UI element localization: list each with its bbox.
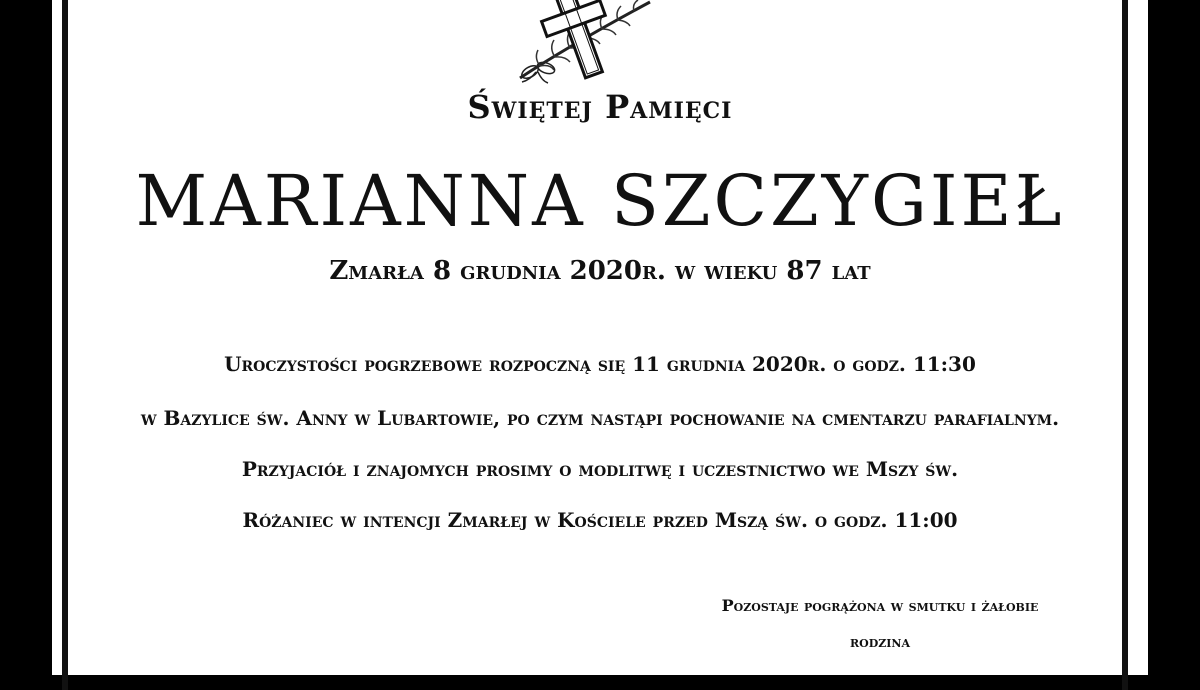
deceased-name: MARIANNA SZCZYGIEŁ [135,160,1065,242]
cross-with-palm-branch-icon [500,0,700,85]
death-date-line: Zmarła 8 grudnia 2020r. w wieku 87 lat [329,256,871,286]
funeral-time-line: Uroczystości pogrzebowe rozpoczną się 11 grudnia 2020r. o godz. 11:30 [224,352,976,376]
funeral-place-line: w Bazylice św. Anny w Lubartowie, po czym nastąpi pochowanie na cmentarzu parafialnym. [140,406,1060,430]
signoff-family: rodzina [849,632,911,651]
heading-in-memoriam: Świętej Pamięci [467,88,733,126]
rosary-line: Różaniec w intencji Zmarłej w Kościele przed Mszą św. o godz. 11:00 [242,508,958,532]
signoff-mourning-line: Pozostaje pogrążona w smutku i żałobie [721,596,1039,615]
invitation-line: Przyjaciół i znajomych prosimy o modlitwę i uczestnictwo we Mszy św. [241,457,959,481]
